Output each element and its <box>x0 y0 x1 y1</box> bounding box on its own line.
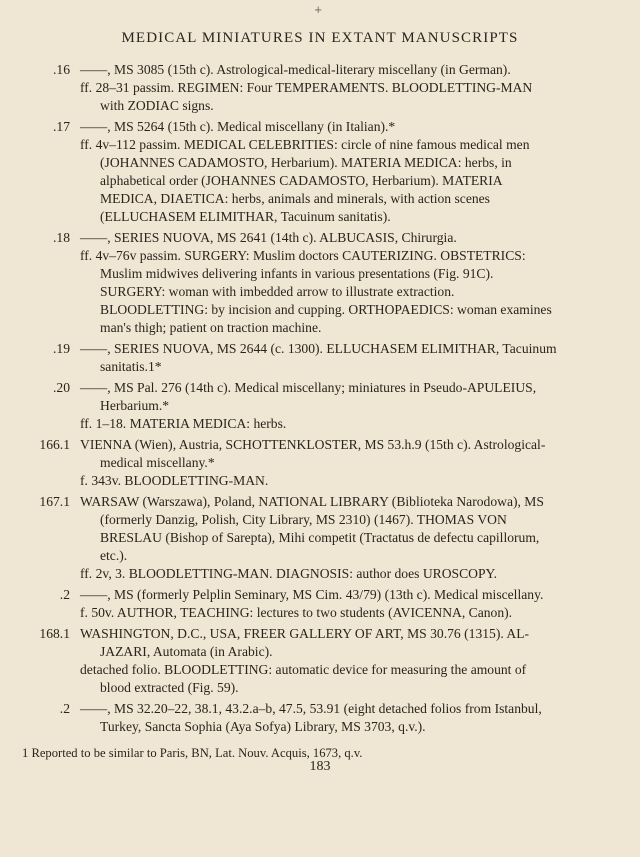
entry <box>18 118 558 226</box>
entry-detail: f. 50v. AUTHOR, TEACHING: lectures to two students (AVICENNA, Canon). <box>80 605 513 620</box>
entry-heading: ——, MS 32.20–22, 38.1, 43.2.a–b, 47.5, 53.91 (eight detached folios from Istanbul, Turkey, Sancta Sophia (Aya Sofya) Library, MS 3703, q.v.). <box>80 701 542 734</box>
entry <box>18 229 558 337</box>
entry-number: .18 <box>53 230 70 245</box>
entry-heading: ——, MS (formerly Pelplin Seminary, MS Cim. 43/79) (13th c). Medical miscellany. <box>80 587 544 602</box>
page-number: 183 <box>309 759 331 774</box>
top-marker: + <box>314 5 323 16</box>
entry-number: .17 <box>53 119 70 134</box>
entry-detail: ff. 28–31 passim. REGIMEN: Four TEMPERAMENTS. BLOODLETTING-MAN with ZODIAC signs. <box>80 80 533 113</box>
entry <box>18 61 558 115</box>
entry <box>18 436 558 490</box>
entry <box>18 379 558 433</box>
entry-heading: ——, MS 5264 (15th c). Medical miscellany (in Italian).* <box>80 119 396 134</box>
entry-heading: VIENNA (Wien), Austria, SCHOTTENKLOSTER, MS 53.h.9 (15th c). Astrological-medical miscellany.* <box>80 437 546 470</box>
entry-number: .2 <box>59 701 70 716</box>
entry-number: 167.1 <box>39 494 70 509</box>
entry-detail: ff. 4v–76v passim. SURGERY: Muslim doctors CAUTERIZING. OBSTETRICS: Muslim midwives delivering infants in various presentations (Fig. 91C). SURGERY: woman with imbedded arrow to illustrate extraction. BLOODLETTING: by incision and cupping. ORTHOPAEDICS: woman examines man's thigh; patient on traction machine. <box>80 248 552 335</box>
entry-detail: f. 343v. BLOODLETTING-MAN. <box>80 473 269 488</box>
entry-detail: ff. 2v, 3. BLOODLETTING-MAN. DIAGNOSIS: author does UROSCOPY. <box>80 566 497 581</box>
entry-heading: ——, MS 3085 (15th c). Astrological-medical-literary miscellany (in German). <box>80 62 511 77</box>
entry-heading: WASHINGTON, D.C., USA, FREER GALLERY OF ART, MS 30.76 (1315). AL-JAZARI, Automata (in Arabic). <box>80 626 530 659</box>
entry <box>18 493 558 583</box>
entry-number: .20 <box>53 380 70 395</box>
entry-number: .19 <box>53 341 70 356</box>
entry-detail: detached folio. BLOODLETTING: automatic device for measuring the amount of blood extracted (Fig. 59). <box>80 662 527 695</box>
entry-detail: ff. 4v–112 passim. MEDICAL CELEBRITIES: circle of nine famous medical men (JOHANNES CADAMOSTO, Herbarium). MATERIA MEDICA: herbs, in alphabetical order (JOHANNES CADAMOSTO, Herbarium). MATERIA MEDICA, DIAETICA: herbs, animals and minerals, with action scenes (ELLUCHASEM ELIMITHAR, Tacuinum sanitatis). <box>80 137 530 224</box>
entry-heading: WARSAW (Warszawa), Poland, NATIONAL LIBRARY (Biblioteka Narodowa), MS (formerly Danzig, Polish, City Library, MS 2310) (1467). THOMAS VON BRESLAU (Bishop of Sarepta), Mihi competit (Tractatus de defectu capillorum, etc.). <box>80 494 544 563</box>
entry-heading: ——, MS Pal. 276 (14th c). Medical miscellany; miniatures in Pseudo-APULEIUS, Herbarium.* <box>80 380 537 413</box>
entry <box>18 586 558 622</box>
footnote: 1 Reported to be similar to Paris, BN, Lat. Nouv. Acquis, 1673, q.v. <box>22 746 363 760</box>
entry-number: 166.1 <box>39 437 70 452</box>
entry <box>18 340 558 376</box>
entry-number: 168.1 <box>39 626 70 641</box>
entry <box>18 625 558 697</box>
entry-number: .16 <box>53 62 70 77</box>
entry-heading: ——, SERIES NUOVA, MS 2641 (14th c). ALBUCASIS, Chirurgia. <box>80 230 457 245</box>
entry-heading: ——, SERIES NUOVA, MS 2644 (c. 1300). ELLUCHASEM ELIMITHAR, Tacuinum sanitatis.1* <box>80 341 557 374</box>
page-body <box>18 61 558 762</box>
entry <box>18 700 558 736</box>
running-header: MEDICAL MINIATURES IN EXTANT MANUSCRIPTS <box>121 30 519 46</box>
entry-detail: ff. 1–18. MATERIA MEDICA: herbs. <box>80 416 287 431</box>
entry-number: .2 <box>59 587 70 602</box>
